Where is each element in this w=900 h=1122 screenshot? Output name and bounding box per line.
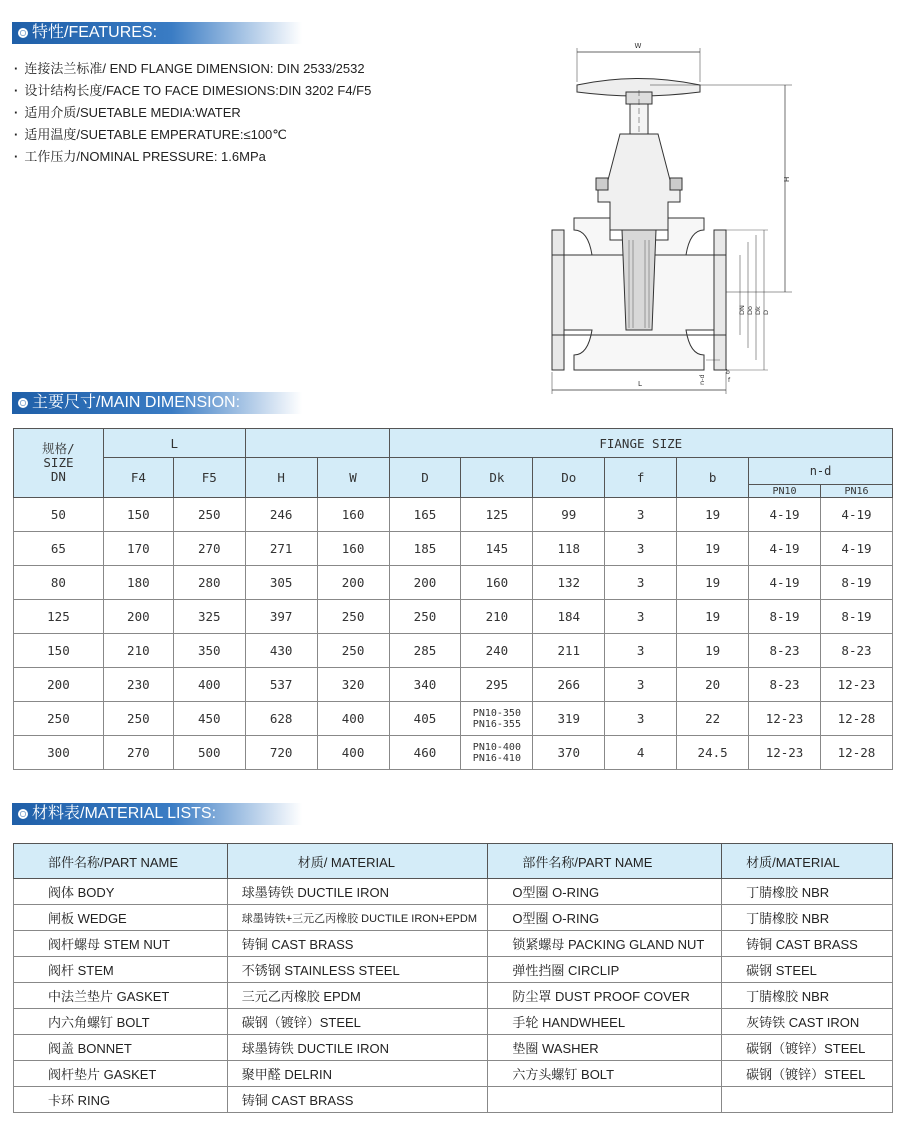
material-cell: 碳钢（镀锌）STEEL bbox=[227, 1009, 488, 1035]
d-cell: 185 bbox=[389, 532, 461, 566]
label-dn: DN bbox=[738, 305, 746, 315]
pn10-cell: 12-23 bbox=[749, 736, 821, 770]
part-cell: 卡环 RING bbox=[14, 1087, 228, 1113]
part-cell: 锁紧螺母 PACKING GLAND NUT bbox=[488, 931, 722, 957]
material-cell: 铸铜 CAST BRASS bbox=[227, 1087, 488, 1113]
b-cell: 19 bbox=[677, 600, 749, 634]
dk-cell: 145 bbox=[461, 532, 533, 566]
f5-cell: 450 bbox=[173, 702, 245, 736]
flange-size-header: FIANGE SIZE bbox=[389, 429, 892, 458]
table-row bbox=[14, 566, 893, 600]
part-cell: 阀杆 STEM bbox=[14, 957, 228, 983]
f-cell: 3 bbox=[605, 600, 677, 634]
h-cell: 430 bbox=[245, 634, 317, 668]
d-cell: 405 bbox=[389, 702, 461, 736]
d-header: D bbox=[389, 458, 461, 498]
feature-item: · 连接法兰标准/ END FLANGE DIMENSION: DIN 2533/2532 bbox=[14, 58, 371, 80]
f4-cell: 270 bbox=[103, 736, 173, 770]
dk-cell: 210 bbox=[461, 600, 533, 634]
label-dk: Dk bbox=[754, 306, 762, 315]
f-header: f bbox=[605, 458, 677, 498]
material-cell: 铸铜 CAST BRASS bbox=[722, 931, 893, 957]
bullet-circle-icon bbox=[18, 28, 28, 38]
part-cell: 阀体 BODY bbox=[14, 879, 228, 905]
label-d: D bbox=[762, 309, 770, 315]
material-cell: 不锈钢 STAINLESS STEEL bbox=[227, 957, 488, 983]
pn10-cell: 4-19 bbox=[749, 566, 821, 600]
f5-cell: 350 bbox=[173, 634, 245, 668]
w-cell: 320 bbox=[317, 668, 389, 702]
part-cell: O型圈 O-RING bbox=[488, 905, 722, 931]
h-cell: 397 bbox=[245, 600, 317, 634]
material-cell: 铸铜 CAST BRASS bbox=[227, 931, 488, 957]
material-cell: 球墨铸铁 DUCTILE IRON bbox=[227, 1035, 488, 1061]
dk-header: Dk bbox=[461, 458, 533, 498]
label-l: L bbox=[638, 380, 642, 388]
dn-cell: 250 bbox=[14, 702, 104, 736]
table-row bbox=[14, 702, 893, 736]
do-cell: 99 bbox=[533, 498, 605, 532]
f-cell: 3 bbox=[605, 668, 677, 702]
do-cell: 211 bbox=[533, 634, 605, 668]
w-cell: 160 bbox=[317, 532, 389, 566]
table-row bbox=[14, 983, 893, 1009]
features-section-bar bbox=[12, 22, 302, 44]
b-cell: 22 bbox=[677, 702, 749, 736]
table-row bbox=[14, 905, 893, 931]
features-list bbox=[14, 58, 371, 168]
h-cell: 537 bbox=[245, 668, 317, 702]
f5-cell: 280 bbox=[173, 566, 245, 600]
pn10-cell: 4-19 bbox=[749, 532, 821, 566]
pn16-cell: 12-28 bbox=[820, 702, 892, 736]
size-header-line: SIZE bbox=[43, 455, 74, 470]
pn16-cell: 8-23 bbox=[820, 634, 892, 668]
h-cell: 271 bbox=[245, 532, 317, 566]
dn-cell: 200 bbox=[14, 668, 104, 702]
label-w: W bbox=[634, 42, 642, 50]
size-header-line: DN bbox=[50, 469, 66, 484]
table-row bbox=[14, 1061, 893, 1087]
gate-valve-diagram bbox=[530, 30, 810, 400]
f4-cell: 200 bbox=[103, 600, 173, 634]
material-cell: 三元乙丙橡胶 EPDM bbox=[227, 983, 488, 1009]
w-cell: 160 bbox=[317, 498, 389, 532]
hw-header-blank bbox=[245, 429, 389, 458]
d-cell: 340 bbox=[389, 668, 461, 702]
b-cell: 19 bbox=[677, 532, 749, 566]
label-f: f bbox=[728, 377, 731, 384]
size-header-line: 规格/ bbox=[42, 441, 75, 456]
b-cell: 19 bbox=[677, 498, 749, 532]
pn10-cell: 4-19 bbox=[749, 498, 821, 532]
dk-cell: 240 bbox=[461, 634, 533, 668]
f4-cell: 210 bbox=[103, 634, 173, 668]
main-dimension-table bbox=[13, 428, 893, 770]
f-cell: 3 bbox=[605, 634, 677, 668]
part-cell: 手轮 HANDWHEEL bbox=[488, 1009, 722, 1035]
dk-cell: 125 bbox=[461, 498, 533, 532]
feature-item: · 适用温度/SUETABLE EMPERATURE:≤100℃ bbox=[14, 124, 371, 146]
w-cell: 400 bbox=[317, 736, 389, 770]
f-cell: 4 bbox=[605, 736, 677, 770]
d-cell: 460 bbox=[389, 736, 461, 770]
part-cell: 阀杆垫片 GASKET bbox=[14, 1061, 228, 1087]
material-cell bbox=[722, 1087, 893, 1113]
part-cell: 闸板 WEDGE bbox=[14, 905, 228, 931]
f5-cell: 250 bbox=[173, 498, 245, 532]
f5-cell: 325 bbox=[173, 600, 245, 634]
pn16-cell: 12-23 bbox=[820, 668, 892, 702]
dk-cell: 295 bbox=[461, 668, 533, 702]
dk-pn10-value: PN10-400 bbox=[472, 741, 521, 753]
table-row bbox=[14, 498, 893, 532]
pn10-cell: 8-23 bbox=[749, 668, 821, 702]
table-row bbox=[14, 1009, 893, 1035]
part-name-header: 部件名称/PART NAME bbox=[488, 844, 722, 879]
part-cell: O型圈 O-RING bbox=[488, 879, 722, 905]
dk-cell bbox=[461, 736, 533, 770]
f4-cell: 230 bbox=[103, 668, 173, 702]
part-cell: 内六角螺钉 BOLT bbox=[14, 1009, 228, 1035]
dn-cell: 80 bbox=[14, 566, 104, 600]
f5-header: F5 bbox=[173, 458, 245, 498]
b-cell: 19 bbox=[677, 634, 749, 668]
bullet-circle-icon bbox=[18, 809, 28, 819]
w-cell: 250 bbox=[317, 600, 389, 634]
pn16-cell: 8-19 bbox=[820, 566, 892, 600]
dn-cell: 150 bbox=[14, 634, 104, 668]
b-cell: 19 bbox=[677, 566, 749, 600]
f-cell: 3 bbox=[605, 702, 677, 736]
dk-cell: 160 bbox=[461, 566, 533, 600]
do-header: Do bbox=[533, 458, 605, 498]
table-row bbox=[14, 532, 893, 566]
material-cell: 碳钢（镀锌）STEEL bbox=[722, 1035, 893, 1061]
b-cell: 20 bbox=[677, 668, 749, 702]
pn16-cell: 8-19 bbox=[820, 600, 892, 634]
material-cell: 聚甲醛 DELRIN bbox=[227, 1061, 488, 1087]
material-cell: 碳钢（镀锌）STEEL bbox=[722, 1061, 893, 1087]
pn10-header: PN10 bbox=[749, 485, 821, 498]
material-cell: 球墨铸铁+三元乙丙橡胶 DUCTILE IRON+EPDM bbox=[227, 905, 488, 931]
part-cell: 阀杆螺母 STEM NUT bbox=[14, 931, 228, 957]
f-cell: 3 bbox=[605, 498, 677, 532]
pn10-cell: 8-23 bbox=[749, 634, 821, 668]
material-header: 材质/MATERIAL bbox=[722, 844, 893, 879]
pn16-cell: 4-19 bbox=[820, 532, 892, 566]
table-header-row bbox=[14, 844, 893, 879]
material-section-bar bbox=[12, 803, 302, 825]
w-cell: 250 bbox=[317, 634, 389, 668]
dk-pn16-value: PN16-355 bbox=[472, 718, 521, 730]
table-row bbox=[14, 736, 893, 770]
l-header: L bbox=[103, 429, 245, 458]
table-row bbox=[14, 931, 893, 957]
w-cell: 200 bbox=[317, 566, 389, 600]
material-cell: 丁腈橡胶 NBR bbox=[722, 879, 893, 905]
material-title: 材料表/MATERIAL LISTS: bbox=[32, 805, 217, 822]
h-cell: 305 bbox=[245, 566, 317, 600]
do-cell: 370 bbox=[533, 736, 605, 770]
d-cell: 285 bbox=[389, 634, 461, 668]
part-cell: 阀盖 BONNET bbox=[14, 1035, 228, 1061]
f5-cell: 270 bbox=[173, 532, 245, 566]
table-row bbox=[14, 957, 893, 983]
label-nd: n-d bbox=[698, 374, 706, 385]
f4-cell: 170 bbox=[103, 532, 173, 566]
material-cell: 碳钢 STEEL bbox=[722, 957, 893, 983]
nd-header: n-d bbox=[749, 458, 893, 485]
do-cell: 132 bbox=[533, 566, 605, 600]
w-header: W bbox=[317, 458, 389, 498]
material-list-table bbox=[13, 843, 893, 1113]
size-header bbox=[14, 429, 104, 498]
dimension-title: 主要尺寸/MAIN DIMENSION: bbox=[32, 394, 241, 411]
f4-cell: 250 bbox=[103, 702, 173, 736]
table-row bbox=[14, 879, 893, 905]
f4-cell: 150 bbox=[103, 498, 173, 532]
part-cell: 防尘罩 DUST PROOF COVER bbox=[488, 983, 722, 1009]
material-header: 材质/ MATERIAL bbox=[227, 844, 488, 879]
f4-cell: 180 bbox=[103, 566, 173, 600]
d-cell: 200 bbox=[389, 566, 461, 600]
label-h: H bbox=[783, 176, 791, 182]
table-row bbox=[14, 600, 893, 634]
pn16-header: PN16 bbox=[820, 485, 892, 498]
pn10-cell: 8-19 bbox=[749, 600, 821, 634]
table-row bbox=[14, 1035, 893, 1061]
dk-pn10-value: PN10-350 bbox=[472, 707, 521, 719]
feature-item: · 工作压力/NOMINAL PRESSURE: 1.6MPa bbox=[14, 146, 371, 168]
do-cell: 184 bbox=[533, 600, 605, 634]
h-cell: 628 bbox=[245, 702, 317, 736]
dn-cell: 50 bbox=[14, 498, 104, 532]
part-cell: 垫圈 WASHER bbox=[488, 1035, 722, 1061]
h-cell: 720 bbox=[245, 736, 317, 770]
label-do: Do bbox=[746, 306, 754, 315]
feature-item: · 适用介质/SUETABLE MEDIA:WATER bbox=[14, 102, 371, 124]
pn16-cell: 12-28 bbox=[820, 736, 892, 770]
do-cell: 118 bbox=[533, 532, 605, 566]
h-cell: 246 bbox=[245, 498, 317, 532]
f4-header: F4 bbox=[103, 458, 173, 498]
part-cell: 中法兰垫片 GASKET bbox=[14, 983, 228, 1009]
b-header: b bbox=[677, 458, 749, 498]
material-cell: 丁腈橡胶 NBR bbox=[722, 905, 893, 931]
dn-cell: 65 bbox=[14, 532, 104, 566]
table-row bbox=[14, 1087, 893, 1113]
material-cell: 球墨铸铁 DUCTILE IRON bbox=[227, 879, 488, 905]
dn-cell: 125 bbox=[14, 600, 104, 634]
w-cell: 400 bbox=[317, 702, 389, 736]
f5-cell: 500 bbox=[173, 736, 245, 770]
table-header-row bbox=[14, 458, 893, 485]
label-b: b bbox=[726, 369, 730, 376]
f-cell: 3 bbox=[605, 532, 677, 566]
h-header: H bbox=[245, 458, 317, 498]
dk-cell bbox=[461, 702, 533, 736]
material-cell: 灰铸铁 CAST IRON bbox=[722, 1009, 893, 1035]
feature-item: · 设计结构长度/FACE TO FACE DIMESIONS:DIN 3202 F4/F5 bbox=[14, 80, 371, 102]
f5-cell: 400 bbox=[173, 668, 245, 702]
part-cell: 六方头螺钉 BOLT bbox=[488, 1061, 722, 1087]
part-name-header: 部件名称/PART NAME bbox=[14, 844, 228, 879]
table-row bbox=[14, 668, 893, 702]
material-cell: 丁腈橡胶 NBR bbox=[722, 983, 893, 1009]
d-cell: 250 bbox=[389, 600, 461, 634]
do-cell: 319 bbox=[533, 702, 605, 736]
part-cell: 弹性挡圈 CIRCLIP bbox=[488, 957, 722, 983]
f-cell: 3 bbox=[605, 566, 677, 600]
pn16-cell: 4-19 bbox=[820, 498, 892, 532]
part-cell bbox=[488, 1087, 722, 1113]
table-header-row bbox=[14, 429, 893, 458]
b-cell: 24.5 bbox=[677, 736, 749, 770]
bullet-circle-icon bbox=[18, 398, 28, 408]
do-cell: 266 bbox=[533, 668, 605, 702]
table-row bbox=[14, 634, 893, 668]
dn-cell: 300 bbox=[14, 736, 104, 770]
features-title: 特性/FEATURES: bbox=[32, 24, 158, 41]
pn10-cell: 12-23 bbox=[749, 702, 821, 736]
dk-pn16-value: PN16-410 bbox=[472, 752, 521, 764]
d-cell: 165 bbox=[389, 498, 461, 532]
dimension-section-bar bbox=[12, 392, 302, 414]
